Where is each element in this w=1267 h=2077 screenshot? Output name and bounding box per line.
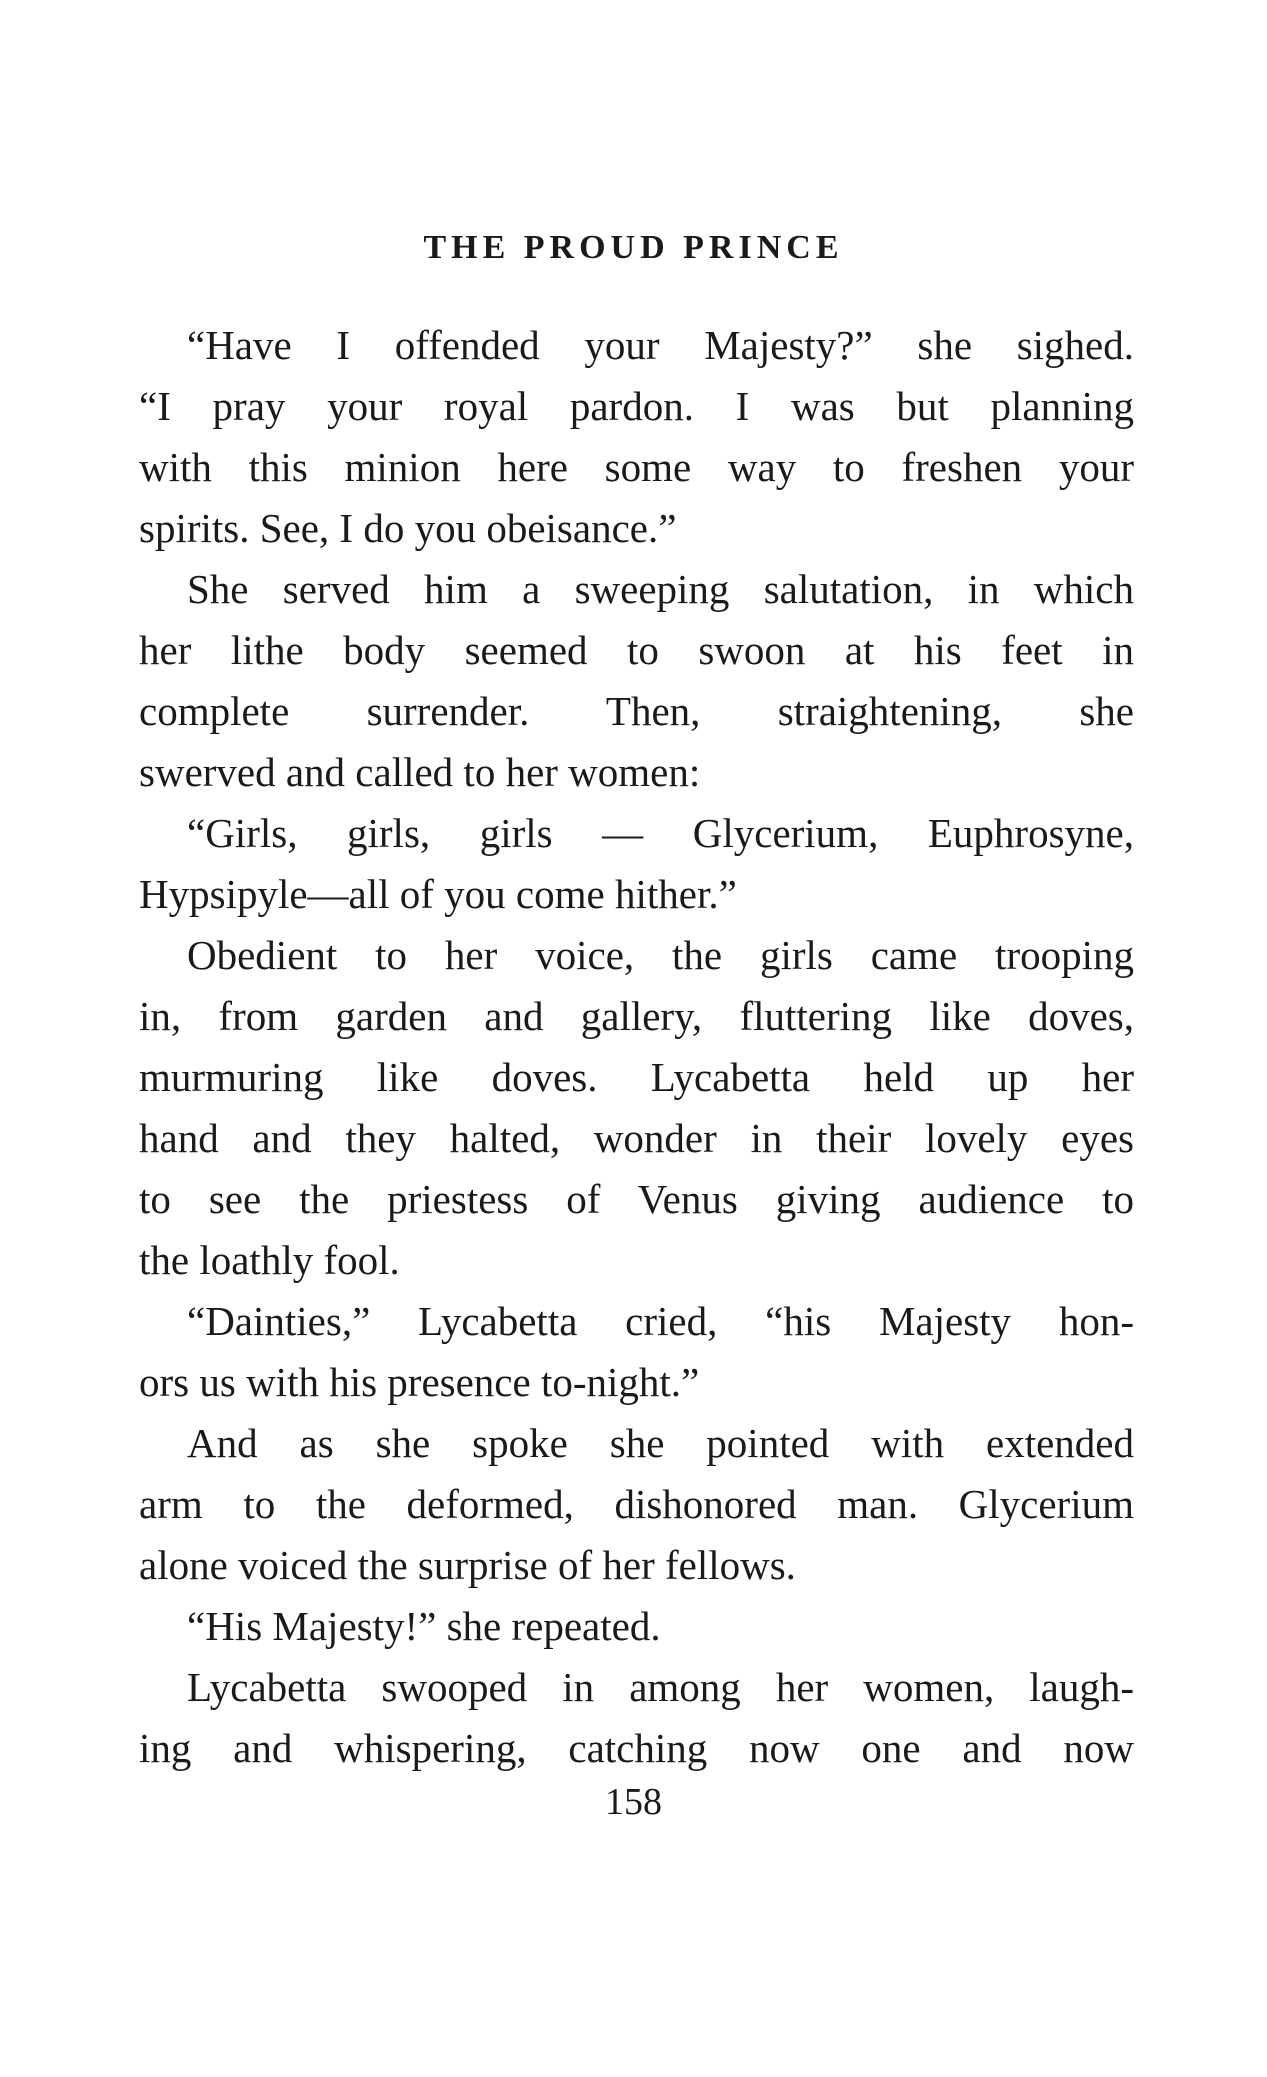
text-line: She served him a sweeping salutation, in which (187, 566, 1134, 612)
text-line: to see the priestess of Venus giving audience to (139, 1176, 1134, 1222)
text-line: spirits. See, I do you obeisance.” (139, 505, 677, 551)
text-line: ing and whispering, catching now one and now (139, 1725, 1134, 1771)
text-line: in, from garden and gallery, fluttering like doves, (139, 993, 1134, 1039)
text-line: swerved and called to her women: (139, 749, 701, 795)
text-line: the loathly fool. (139, 1237, 400, 1283)
text-line: her lithe body seemed to swoon at his feet in (139, 627, 1134, 673)
text-line: ors us with his presence to-night.” (139, 1359, 700, 1405)
text-line: And as she spoke she pointed with extended (187, 1420, 1134, 1466)
text-line: Obedient to her voice, the girls came trooping (187, 932, 1134, 978)
text-line: hand and they halted, wonder in their lovely eyes (139, 1115, 1134, 1161)
text-line: “Girls, girls, girls — Glycerium, Euphrosyne, (187, 810, 1134, 856)
running-header: THE PROUD PRINCE (423, 229, 844, 266)
text-line: murmuring like doves. Lycabetta held up her (139, 1054, 1134, 1100)
text-line: arm to the deformed, dishonored man. Glycerium (139, 1481, 1134, 1527)
text-line: “His Majesty!” she repeated. (187, 1603, 661, 1649)
text-line: Lycabetta swooped in among her women, laugh- (187, 1664, 1134, 1710)
text-line: complete surrender. Then, straightening, she (139, 688, 1134, 734)
text-line: with this minion here some way to freshen your (139, 444, 1134, 490)
page-number: 158 (605, 1781, 662, 1823)
text-line: Hypsipyle—all of you come hither.” (139, 871, 737, 917)
text-line: “Dainties,” Lycabetta cried, “his Majesty hon- (187, 1298, 1134, 1344)
body-text (139, 315, 1134, 1779)
text-line: alone voiced the surprise of her fellows. (139, 1542, 796, 1588)
text-line: “I pray your royal pardon. I was but planning (139, 383, 1134, 429)
text-line: “Have I offended your Majesty?” she sighed. (187, 322, 1134, 368)
